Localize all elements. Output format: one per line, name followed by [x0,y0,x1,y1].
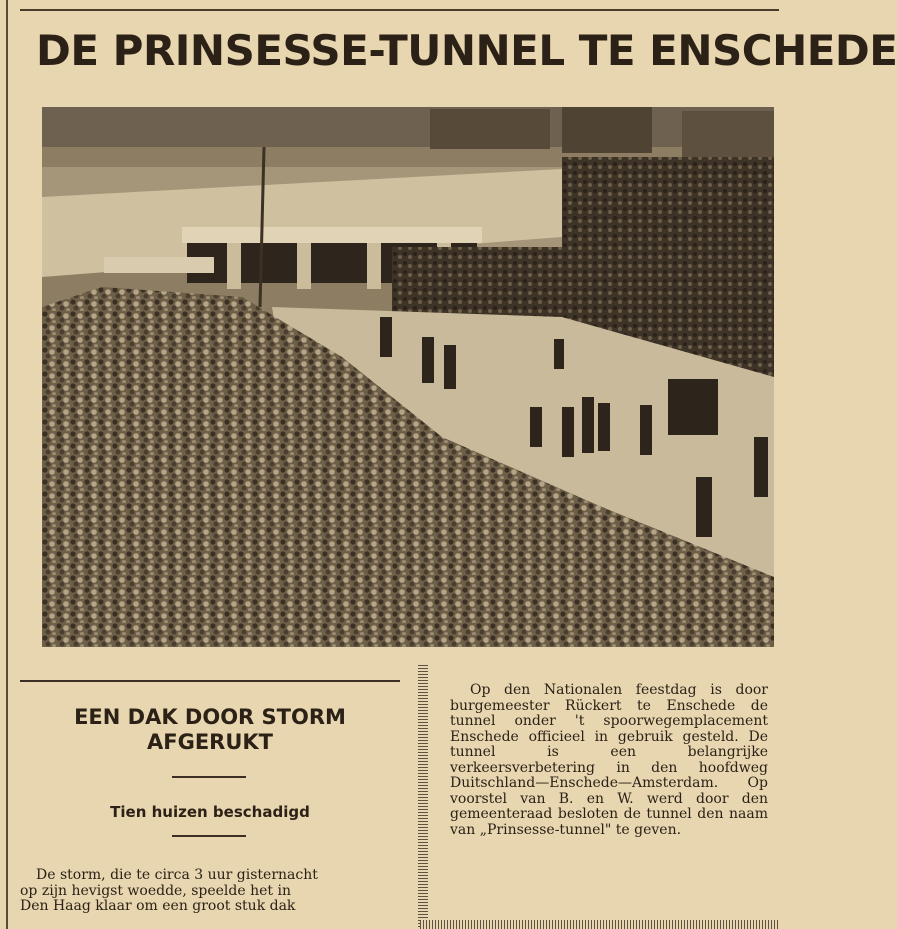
article-body [20,868,400,915]
bottom-rule [420,920,779,929]
article-title: EEN DAK DOOR STORM AFGERUKT [74,705,346,754]
article-subtitle: Tien huizen beschadigd [110,803,310,821]
photograph-tunnel-opening-crowd-icon [42,107,774,647]
article-line-2: op zijn hevigst woedde, speelde het in [20,882,291,899]
divider-dash [172,835,246,837]
page-border-left [6,0,8,929]
news-photo [42,107,774,647]
column-divider [418,665,428,929]
headline: DE PRINSESSE-TUNNEL TE ENSCHEDE [36,26,897,75]
photo-caption [450,683,768,838]
top-rule [20,9,779,11]
divider-dash [172,776,246,778]
caption-text: Op den Nationalen feestdag is door burgemeester Rückert te Enschede de tunnel onder 't spoorwegemplacement Enschede officieel in gebruik gesteld. De tunnel is een belangrijke verkeersverbetering in den hoofdweg Duitschland—Enschede—Amsterdam. Op voorstel van B. en W. werd door den gemeenteraad besloten de tunnel den naam van „Prinsesse-tunnel" te geven. [450,682,768,838]
column-rule [20,680,400,682]
article-line-1: De storm, die te circa 3 uur gisternacht [36,867,318,883]
article-line-3: Den Haag klaar om een groot stuk dak [20,898,296,914]
